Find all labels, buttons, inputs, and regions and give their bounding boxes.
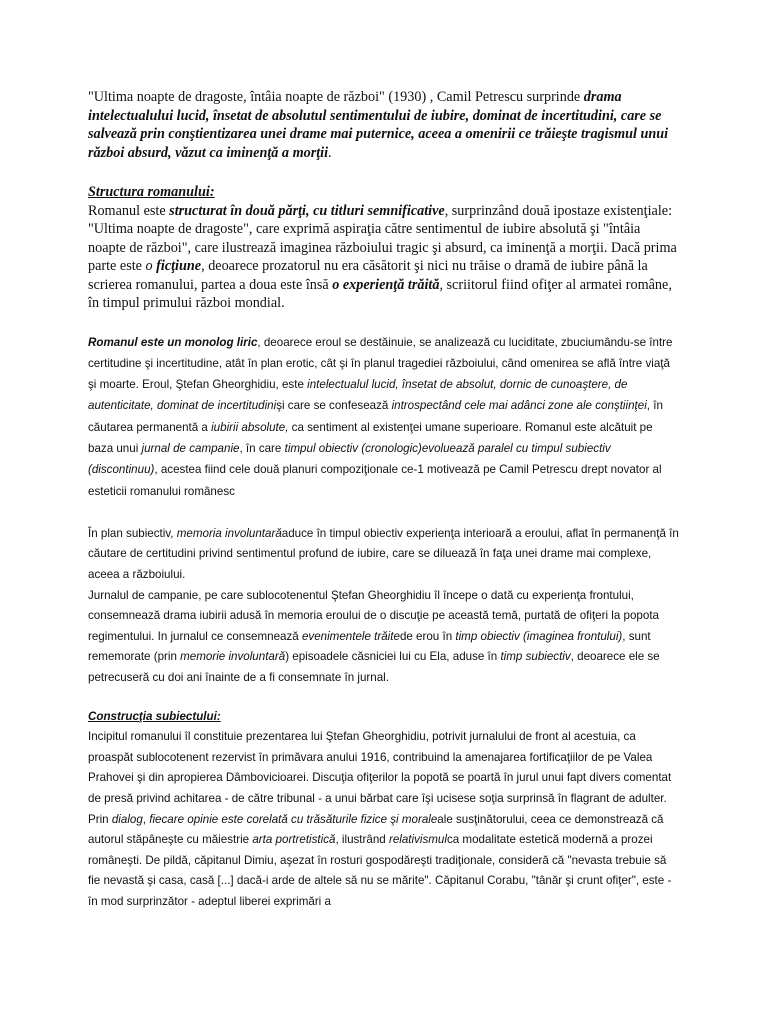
subjective-plane-paragraph xyxy=(88,524,680,586)
text-span: , acestea fiind cele două planuri compoziţionale ce-1 motivează pe Camil Petrescu drept novator al esteticii romanului românesc xyxy=(88,463,662,498)
construction-block xyxy=(88,707,680,810)
text-span: , scriitorul fiind ofiţer al armatei române, în timpul primului război mondial. xyxy=(88,276,672,311)
italic-span: jurnal de campanie xyxy=(141,441,240,455)
emphasis-span: Romanul este un monolog liric xyxy=(88,335,258,349)
heading-constructia: Construcţia subiectului: xyxy=(88,709,221,723)
text-span: , în care xyxy=(239,441,285,455)
text-span: , xyxy=(142,812,150,826)
emphasis-span: structurat în două părţi, cu titluri semnificative xyxy=(169,202,445,219)
text-span: ) episoadele căsniciei lui cu Ela, aduse în xyxy=(285,650,501,664)
structure-block xyxy=(88,183,680,313)
text-span: , deoarece eroul se destăinuie, se analizează cu luciditate, zbuciumându-se între certitudine şi incertitudine, atât în plan erotic, cât şi în planul tragediei războiului, când omenirea se află între viaţă şi moarte. Eroul, Ştefan Gheorghidiu, este xyxy=(88,335,673,392)
italic-span: fiecare opinie este corelată cu trăsăturile fizice şi morale xyxy=(149,812,438,826)
italic-span: intelectualul lucid, însetat de absolut, dornic de cunoaştere, de autenticitate, dominat de incertitudini xyxy=(88,378,628,413)
intro-period: . xyxy=(328,144,332,161)
text-span: şi care se confesează xyxy=(276,399,392,413)
italic-span: memoria involuntară xyxy=(176,526,282,540)
emphasis-span: ficţiune xyxy=(156,258,202,274)
incipit-text: Incipitul romanului îl constituie prezentarea lui Ştefan Gheorghidiu, potrivit jurnalului de front al acestuia, ca proaspăt sublocotenent rezervist în primăvara anului 1916, contribuind la amenajarea fortificaţiilor de pe Valea Prahovei şi din apropierea Dâmbovicioarei. Discuţia ofiţerilor la popotă se poartă în jurul unui fapt divers comentat de presă privind achitarea - de către tribunal - a unui bărbat care îşi ucisese soţia surprinsă în flagrant de adulter. xyxy=(88,730,672,805)
text-span: , deoarece ele se petrecuseră cu doi ani înainte de a fi consemnate în jurnal. xyxy=(88,650,660,685)
intro-emphasis: drama intelectualului lucid, însetat de absolutul sentimentului de iubire, dominat de incertitudini, care se salvează prin conştientizarea unei drame mai puternice, aceea a omenirii ce trăieşte tragismul unui război absurd, văzut ca iminenţă a morţii xyxy=(88,89,669,161)
italic-span: arta portretistică xyxy=(252,833,336,847)
text-span: Jurnalul de campanie, pe care sublocotenentul Ştefan Gheorghidiu îl începe o dată cu experienţa frontului, consemnează drama iubirii adusă în memoria eroului de o discuţie pe această temă, purtată de ofiţeri la popota regimentului. In jurnalul ce consemnează xyxy=(88,588,659,643)
italic-span: o xyxy=(145,258,157,274)
italic-span: evenimentele trăite xyxy=(301,629,400,643)
text-span: În plan subiectiv, xyxy=(88,526,177,540)
text-span: , în căutarea permanentă a xyxy=(88,399,663,434)
italic-span: timp subiectiv xyxy=(500,650,571,664)
text-span: de erou în xyxy=(399,629,456,643)
journal-paragraph xyxy=(88,586,680,689)
intro-text: "Ultima noapte de dragoste, întâia noapte de război" (1930) , Camil Petrescu surprinde xyxy=(88,89,584,105)
text-span: ale susţinătorului, ceea ce demonstrează că autorul stăpâneşte cu măiestrie xyxy=(88,812,664,847)
monolog-paragraph xyxy=(88,332,680,502)
text-span: Romanul este xyxy=(88,202,170,219)
text-span: , surprinzând două ipostaze existenţiale: "Ultima noapte de dragoste", care exprimă aspiraţia către sentimentul de iubire absolută şi "întâia noapte de război", care ilustrează imaginea războiului tragic şi absurd, ca iminenţă a morţii. Dacă prima parte este xyxy=(88,202,677,274)
text-span: aduce în timpul obiectiv experienţa interioară a eroului, aflat în permanenţă în căutare de certitudini privind sentimentul profund de iubire, care se diluează în faţa unei drame mai complexe, aceea a războiului. xyxy=(88,526,679,582)
emphasis-span: o experienţă trăită xyxy=(332,276,440,293)
italic-span: memorie involuntară xyxy=(180,650,286,664)
text-span: , deoarece prozatorul nu era căsătorit şi nici nu trăise o dramă de iubire până la scrierea romanului, partea a doua este însă xyxy=(88,258,648,293)
text-span: Prin xyxy=(88,812,112,826)
intro-paragraph xyxy=(88,88,680,162)
text-span: ca sentiment al existenţei umane superioare. Romanul este alcătuit pe baza unui xyxy=(88,420,653,455)
italic-span: iubirii absolute, xyxy=(211,420,289,434)
dialog-paragraph xyxy=(88,810,680,913)
italic-span: dialog xyxy=(111,812,143,826)
text-span: , sunt rememorate (prin xyxy=(88,629,651,664)
italic-span: timp obiectiv (imaginea frontului) xyxy=(455,629,623,643)
text-span: , ilustrând xyxy=(335,833,389,847)
text-span: ca modalitate estetică modernă a prozei româneşti. De pildă, căpitanul Dimiu, aşezat în rosturi gospodăreşti tradiţionale, consideră că "nevasta trebuie să fie nevastă şi casa, casă [...] dacă-i arde de altele să nu se mărite". Căpitanul Corabu, "tânăr şi crunt ofiţer", este - în mod surprinzător - adeptul liberei exprimări a xyxy=(88,833,672,908)
italic-span: relativismul xyxy=(388,833,447,847)
italic-span: timpul obiectiv (cronologic)evoluează paralel cu timpul subiectiv (discontinuu) xyxy=(88,441,611,477)
heading-structura: Structura romanului: xyxy=(88,184,215,200)
italic-span: introspectând cele mai adânci zone ale conştiinţei xyxy=(391,399,647,413)
